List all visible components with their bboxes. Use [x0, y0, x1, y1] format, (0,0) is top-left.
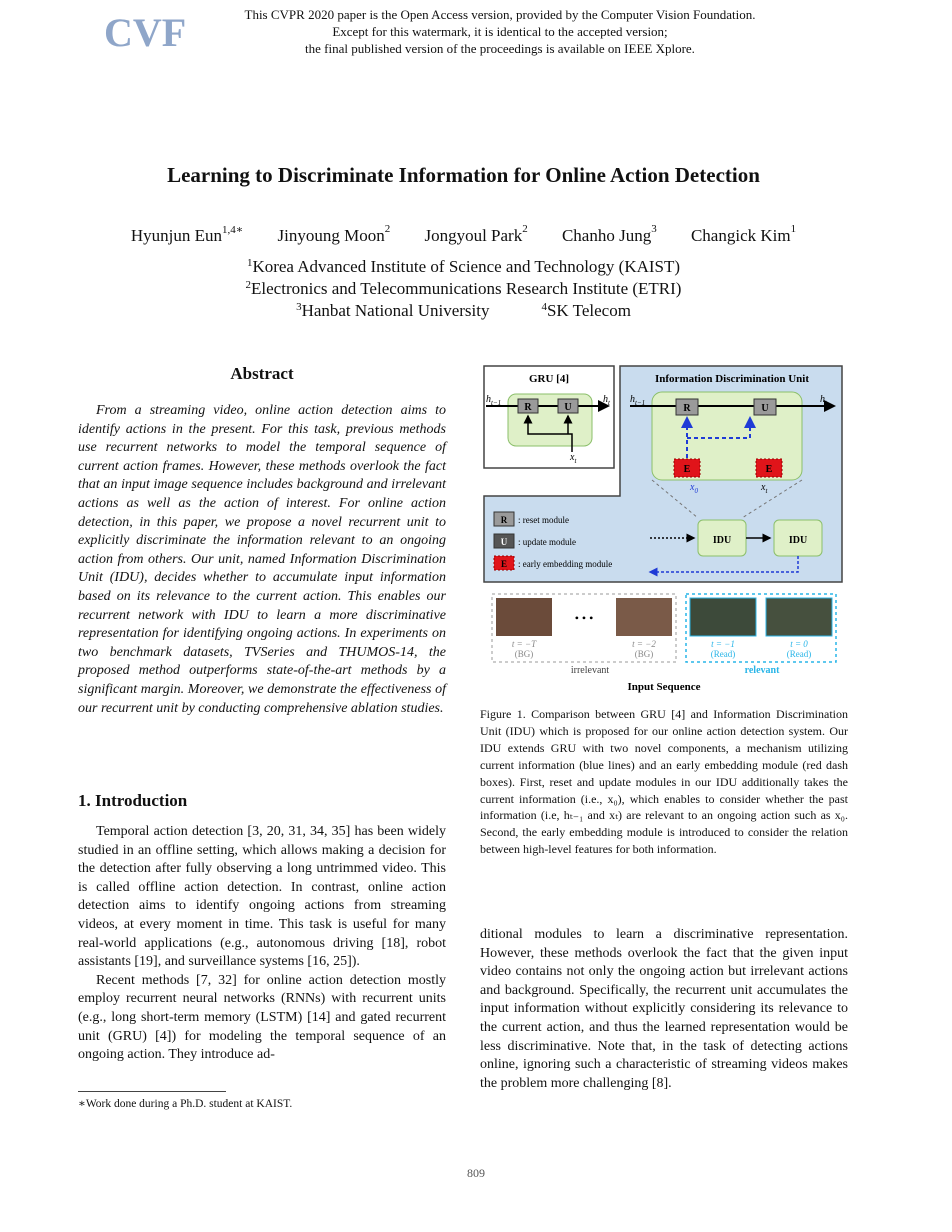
svg-text:ht−1: $h_{t-1}$ — [486, 394, 502, 407]
abstract-heading: Abstract — [230, 364, 294, 383]
section-heading-introduction: 1. Introduction — [78, 791, 188, 810]
svg-text:(Read): (Read) — [786, 649, 812, 659]
introduction-right-column — [480, 926, 848, 1093]
svg-text:t = −T: t = −T — [511, 639, 537, 649]
author: Hyunjun Eun$^{1,4∗}$ — [130, 224, 244, 245]
cvf-logo — [104, 8, 187, 59]
svg-text:E: E — [683, 464, 691, 475]
svg-text:R: R — [524, 402, 532, 413]
open-access-watermark — [180, 6, 820, 57]
svg-text:(BG): (BG) — [634, 649, 654, 659]
svg-text:IDU: IDU — [788, 535, 808, 546]
author-list — [0, 223, 927, 246]
svg-text:: reset module: : reset module — [518, 515, 569, 525]
paper-title: Learning to Discriminate Information for Online Action Detection — [167, 163, 760, 187]
svg-text:relevant: relevant — [744, 665, 780, 676]
svg-text:U: U — [761, 403, 769, 414]
svg-text:(Read): (Read) — [710, 649, 736, 659]
paragraph: Recent methods [7, 32] for online action detection mostly employ recurrent neural networks (RNNs) with recurrent units (e.g., long short-term memory (LSTM) [14] and gated recurrent unit (GRU) [4]) for modeling the temporal sequence of an ongoing action. They introduce ad- — [78, 972, 446, 1063]
author: Jinyoung Moon$^2$ — [277, 223, 391, 245]
figure-1 — [480, 362, 848, 696]
svg-text:irrelevant: irrelevant — [570, 665, 610, 676]
frame-thumbnail — [690, 598, 756, 636]
svg-text:E: E — [765, 464, 773, 475]
svg-text:E: E — [500, 559, 508, 569]
svg-text:t = 0: t = 0 — [790, 639, 808, 649]
svg-text:Information Discrimination Uni: Information Discrimination Unit — [655, 373, 809, 385]
paragraph: ditional modules to learn a discriminative representation. However, these methods overlook the fact that the given input video contains not only the ongoing action but irrelevant actions and background. Specifically, the recurrent unit accumulates the input information without explicitly considering its relevance to the current action, and thus the learned representation would be less discriminative. Note that, in the task of detecting actions online, ignoring such a characteristic of streaming videos makes the problem more challenging [8]. — [480, 927, 848, 1091]
page-number: 809 — [467, 1166, 485, 1180]
paragraph: Temporal action detection [3, 20, 31, 34, 35] has been widely studied in an offline setting, which allows making a decision for the detection after fully observing a long untrimmed video. This is called offline action detection. In contrast, online action detection aims to identify ongoing actions from streaming videos, at every moment in time. This task is useful for many real-world applications (e.g., autonomous driving [18], robot assistants [19], and surveillance systems [16, 25]). — [78, 824, 446, 970]
watermark-line-1: This CVPR 2020 paper is the Open Access version, provided by the Computer Vision Foundation. — [244, 7, 756, 22]
svg-text:: update module: : update module — [518, 537, 576, 547]
figure-1-caption: Figure 1. Comparison between GRU [4] and Information Discrimination Unit (IDU) which is proposed for our online action detection system. Our IDU extends GRU with two novel components, a mechanism utilizing current information (blue lines) and an early embedding module (red dash boxes). First, reset and update modules in our IDU additionally takes the current information (i.e., x₀), which enables to consider whether the past information (i.e, hₜ₋₁ and xₜ) are relevant to an ongoing action such as x₀. Second, the early embedding module is introduced to consider the relation between high-level features for both information. — [480, 707, 848, 857]
svg-text:(BG): (BG) — [514, 649, 534, 659]
svg-text:Input Sequence: Input Sequence — [627, 681, 701, 693]
svg-text:t = −1: t = −1 — [711, 639, 735, 649]
affiliation-3-4: $^3$Hanbat National University $^4$SK Telecom — [296, 301, 631, 320]
svg-text:• • •: • • • — [574, 611, 594, 625]
frame-thumbnail — [766, 598, 832, 636]
svg-text:xt: $x_t$ — [761, 482, 768, 495]
author: Chanho Jung$^3$ — [561, 223, 657, 245]
watermark-line-2: Except for this watermark, it is identical to the accepted version; — [332, 24, 668, 39]
svg-text:R: R — [500, 515, 508, 525]
introduction-left-column — [78, 823, 446, 1065]
abstract-text: From a streaming video, online action detection aims to identify actions in the present. For this task, previous methods use recurrent networks to model the temporal sequence of current action frames. However, these methods overlook the fact that an input image sequence includes background and irrelevant actions as well as the action of interest. For online action detection, in this paper, we propose a novel recurrent unit to explicitly discriminate the information relevant to an ongoing action from others. Our unit, named Information Discrimination Unit (IDU), decides whether to accumulate input information based on its relevance to the current action. This enables our recurrent network with IDU to learn a more discriminative representation for identifying ongoing actions. In experiments on two benchmark datasets, TVSeries and THUMOS-14, the proposed method outperforms state-of-the-art methods by a significant margin. Moreover, we demonstrate the effectiveness of our recurrent unit by conducting comprehensive ablation studies. — [78, 403, 446, 716]
gru-title: GRU [4] — [528, 373, 570, 385]
affiliation-2: $^2$Electronics and Telecommunications Research Institute (ETRI) — [245, 279, 682, 298]
svg-text:x0: $x_0$ — [690, 482, 698, 495]
svg-text:t = −2: t = −2 — [632, 639, 656, 649]
svg-text:IDU: IDU — [712, 535, 732, 546]
footnote: ∗Work done during a Ph.D. student at KAIST. — [78, 1098, 293, 1110]
author: Changick Kim$^1$ — [690, 223, 797, 245]
svg-text:U: U — [564, 402, 572, 413]
frame-thumbnail — [616, 598, 672, 636]
author: Jongyoul Park$^2$ — [424, 223, 528, 245]
svg-text:ht: $h_t$ — [603, 394, 610, 407]
svg-text:ht−1: $h_{t-1}$ — [630, 394, 646, 407]
svg-text:xt: $x_t$ — [570, 452, 577, 465]
svg-text:ht: $h_t$ — [820, 394, 827, 407]
svg-text:U: U — [500, 537, 508, 547]
svg-text:: early embedding module: : early embedding module — [518, 559, 613, 569]
watermark-line-3: the final published version of the proceedings is available on IEEE Xplore. — [305, 41, 695, 56]
svg-text:R: R — [683, 403, 691, 414]
logo-text: CVF — [104, 10, 187, 55]
footnote-rule — [78, 1091, 226, 1092]
frame-thumbnail — [496, 598, 552, 636]
affiliation-1: $^1$Korea Advanced Institute of Science and Technology (KAIST) — [246, 257, 681, 276]
